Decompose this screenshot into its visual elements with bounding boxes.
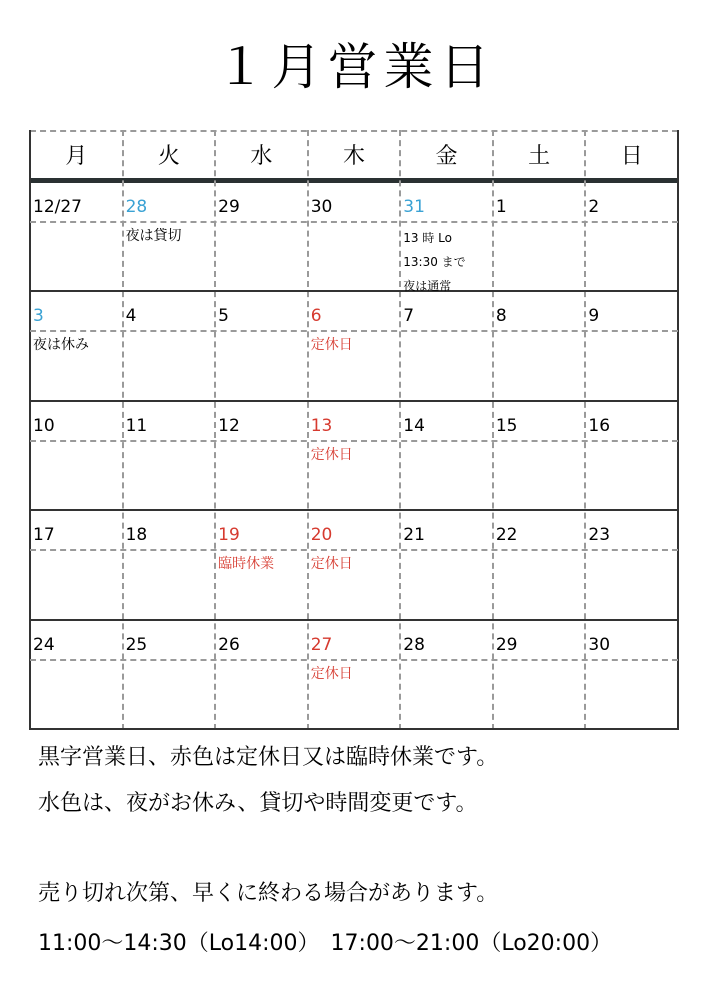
day-number: 16 xyxy=(588,415,611,436)
weekday-header: 日 xyxy=(620,143,643,169)
day-number: 13 xyxy=(310,415,333,436)
day-note: 13:30 まで xyxy=(403,255,466,269)
day-number: 1 xyxy=(495,197,507,217)
day-number: 4 xyxy=(125,306,137,327)
legend-line-2: 水色は、夜がお休み、貸切や時間変更です。 xyxy=(38,791,478,816)
day-number: 25 xyxy=(125,634,148,655)
week-divider xyxy=(30,619,678,621)
column-divider xyxy=(122,130,124,730)
day-note: 夜は休み xyxy=(33,337,89,354)
row-date-divider xyxy=(30,440,678,442)
week-divider xyxy=(30,400,678,402)
weekday-header: 木 xyxy=(342,143,365,169)
day-number: 12/27 xyxy=(33,197,82,217)
week-divider xyxy=(30,728,678,730)
notice-line: 売り切れ次第、早くに終わる場合があります。 xyxy=(38,881,499,906)
row-date-divider xyxy=(30,549,678,551)
day-number: 6 xyxy=(310,306,322,327)
column-divider xyxy=(29,130,31,730)
weekday-header: 月 xyxy=(65,143,88,169)
day-number: 8 xyxy=(495,306,507,327)
column-divider xyxy=(492,130,494,730)
row-date-divider xyxy=(30,221,678,223)
page-title: １月営業日 xyxy=(215,38,496,96)
day-number: 26 xyxy=(218,634,240,655)
column-divider xyxy=(214,130,216,730)
day-number: 3 xyxy=(33,306,44,327)
day-number: 5 xyxy=(218,306,229,327)
day-number: 30 xyxy=(310,197,333,217)
day-number: 23 xyxy=(588,525,611,546)
day-note: 定休日 xyxy=(310,446,353,463)
day-number: 2 xyxy=(588,197,600,217)
legend-line-1: 黒字営業日、赤色は定休日又は臨時休業です。 xyxy=(38,745,499,770)
column-divider xyxy=(399,130,401,730)
row-date-divider xyxy=(30,659,678,661)
column-divider xyxy=(677,130,679,730)
weekday-header: 水 xyxy=(250,143,273,169)
week-divider xyxy=(30,290,678,292)
day-number: 29 xyxy=(495,634,518,655)
day-number: 29 xyxy=(218,197,240,217)
day-note: 臨時休業 xyxy=(218,556,275,573)
day-note: 夜は通常 xyxy=(403,279,452,293)
day-number: 24 xyxy=(33,634,55,655)
day-number: 22 xyxy=(495,525,518,546)
weekday-header: 金 xyxy=(435,143,458,169)
day-number: 28 xyxy=(403,634,425,655)
day-number: 15 xyxy=(495,415,518,436)
weekday-header: 土 xyxy=(528,143,551,169)
header-divider xyxy=(30,178,678,183)
calendar-grid xyxy=(30,130,678,730)
day-number: 31 xyxy=(403,197,425,217)
day-note: 定休日 xyxy=(310,337,353,354)
day-number: 28 xyxy=(125,197,148,217)
day-number: 21 xyxy=(403,525,425,546)
day-number: 30 xyxy=(588,634,611,655)
day-number: 18 xyxy=(125,525,148,546)
day-number: 7 xyxy=(403,306,415,327)
day-number: 14 xyxy=(403,415,425,436)
day-note: 13 時 Lo xyxy=(403,231,452,245)
column-divider xyxy=(584,130,586,730)
week-divider xyxy=(30,509,678,511)
day-number: 17 xyxy=(33,525,55,546)
day-note: 夜は貸切 xyxy=(125,228,182,244)
row-date-divider xyxy=(30,330,678,332)
weekday-header: 火 xyxy=(157,143,180,169)
day-number: 20 xyxy=(310,525,333,546)
day-number: 27 xyxy=(310,634,333,655)
day-note: 定休日 xyxy=(310,556,353,573)
column-divider xyxy=(307,130,309,730)
day-number: 10 xyxy=(33,415,55,436)
business-hours: 11:00～14:30（Lo14:00） 17:00～21:00（Lo20:00） xyxy=(38,931,613,956)
day-number: 12 xyxy=(218,415,240,436)
day-number: 19 xyxy=(218,525,240,546)
day-note: 定休日 xyxy=(310,665,353,682)
day-number: 11 xyxy=(125,415,148,436)
day-number: 9 xyxy=(588,306,600,327)
